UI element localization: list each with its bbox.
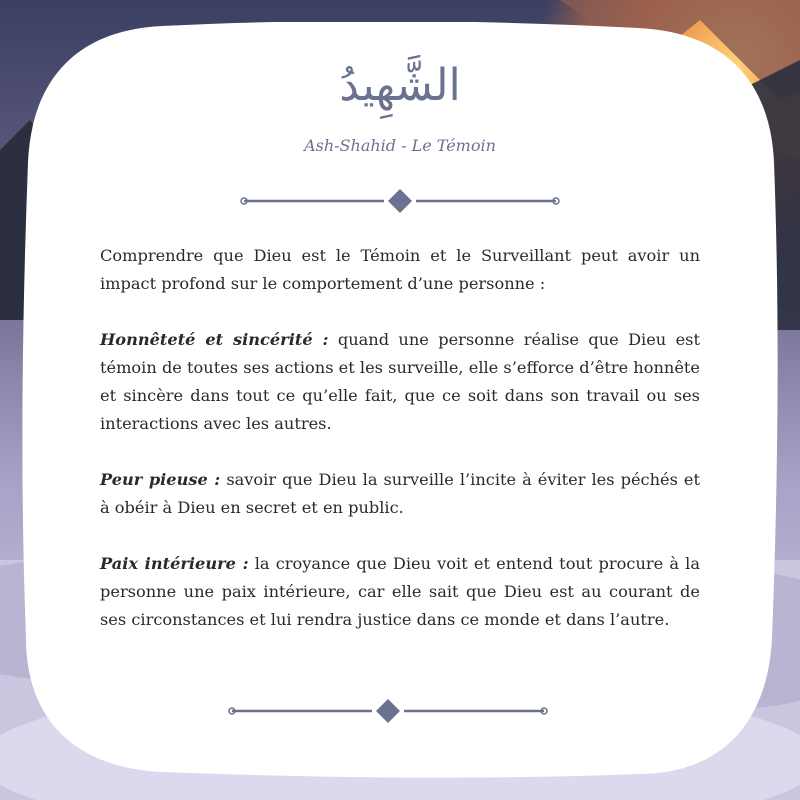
content-card (22, 22, 778, 778)
paragraph-fear-text: savoir que Dieu la surveille l’incite à éviter les péchés et à obéir à Dieu en secret et en public. (100, 470, 701, 517)
paragraph-honesty-text: quand une personne réalise que Dieu est témoin de toutes ses actions et les surveille, elle s’efforce d’être honnête et sincère dans tout ce qu’elle fait, que ce soit dans son travail ou ses interactions avec les autres. (100, 330, 700, 433)
paragraph-intro-text: Comprendre que Dieu est le Témoin et le Surveillant peut avoir un impact profond sur le comportement d’une personne : (100, 246, 700, 293)
paragraph-intro (100, 242, 700, 298)
paragraph-honesty-lead: Honnêteté et sincérité : (100, 330, 329, 349)
top-ornament-divider (22, 186, 778, 216)
paragraph-peace (100, 550, 700, 634)
body-text (100, 242, 700, 662)
paragraph-peace-text: la croyance que Dieu voit et entend tout procure à la personne une paix intérieure, car elle sait que Dieu est au courant de ses circonstances et lui rendra justice dans ce monde et dans l’autre. (100, 554, 700, 629)
paragraph-fear (100, 466, 700, 522)
arabic-name-title: الشَّهِيدُ (339, 60, 461, 111)
transliteration-subtitle: Ash-Shahid - Le Témoin (304, 136, 496, 155)
paragraph-peace-lead: Paix intérieure : (100, 554, 249, 573)
bottom-ornament-divider (22, 696, 778, 726)
paragraph-fear-lead: Peur pieuse : (100, 470, 221, 489)
paragraph-honesty (100, 326, 700, 438)
